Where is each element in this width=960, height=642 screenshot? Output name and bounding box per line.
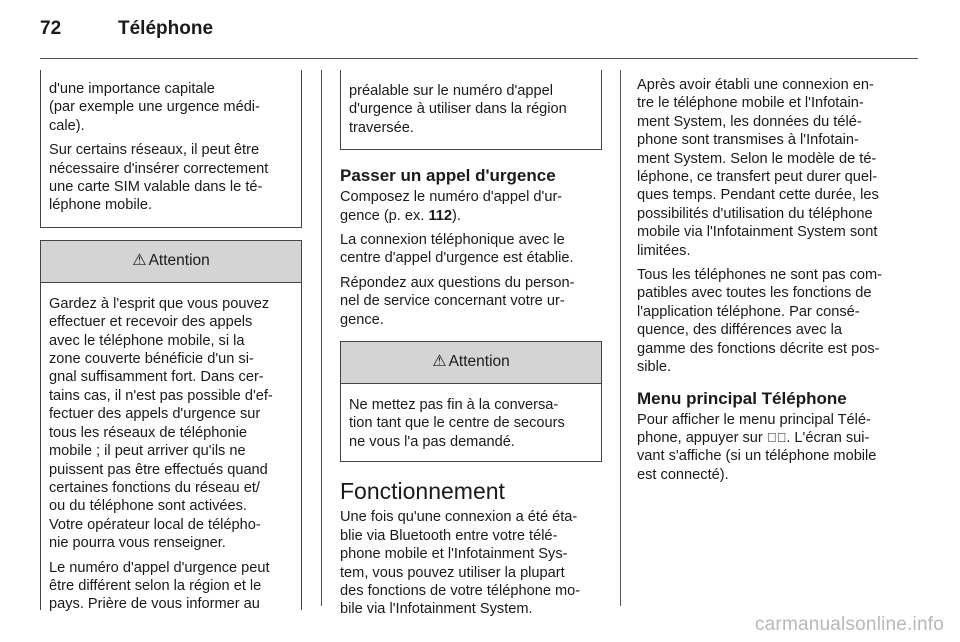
heading-emergency-call: Passer un appel d'urgence [340, 166, 556, 186]
warning-triangle-icon: ⚠ [432, 353, 447, 371]
warning-box-2 [340, 341, 602, 462]
column-3 [637, 76, 899, 490]
warning-header: ⚠ Attention [41, 241, 301, 283]
sim-paragraph: Sur certains réseaux, il peut être nécessaire d'insérer correctement une carte SIM valable dans le té- léphone mobile. [49, 142, 269, 214]
warning-paragraph-2: Le numéro d'appel d'urgence peut être différent selon la région et le pays. Prière de vous informer au [49, 559, 270, 613]
emergency-paragraph-1: Composez le numéro d'appel d'ur- gence (p. ex. 112). [340, 189, 563, 224]
intro-paragraph: d'une importance capitale (par exemple une urgence médi- cale). [49, 81, 260, 134]
continued-warning-box: préalable sur le numéro d'appel d'urgence à utiliser dans la région traversée. [340, 70, 602, 150]
warning-triangle-icon: ⚠ [132, 252, 147, 270]
connection-paragraph: Après avoir établi une connexion en- tre le téléphone mobile et l'Infotain- ment System, les données du télé- phone sont transmises à l'Infotain- ment System. Selon le modèle de té- léphone, ce transfert peut durer quel- ques temps. Pendant cette durée, les possibilités d'utilisation du téléphone mobile via l'Infotainment System sont limitées. [637, 77, 879, 259]
heading-phone-main-menu: Menu principal Téléphone [637, 388, 847, 408]
warning-body [41, 283, 301, 630]
operation-paragraph: Une fois qu'une connexion a été éta- blie via Bluetooth entre votre télé- phone mobile et l'Infotainment Sys- tem, vous pouvez utiliser la plupart des fonctions de votre téléphone mo- bile via l'Infotainment System. [340, 509, 581, 618]
page-title: Téléphone [118, 18, 214, 39]
column-divider-1 [321, 70, 322, 606]
warning-header-2: ⚠ Attention [341, 342, 601, 384]
emergency-number: 112 [428, 207, 452, 224]
warning-paragraph-1: Gardez à l'esprit que vous pouvez effectuer et recevoir des appels avec le téléphone mobile, si la zone couverte bénéficie d'un si- gnal suffisamment fort. Dans cer- tains cas, il n'est pas possible d'ef- fectuer des appels d'urgence sur tous les réseaux de téléphonie mobile ; il peut arriver qu'ils ne puissent pas être effectués quand certaines fonctions du réseau et/ ou du téléphone sont activées. Votre opérateur local de télépho- nie pourra vous renseigner. [49, 295, 273, 552]
compatibility-paragraph: Tous les téléphones ne sont pas com- patibles avec toutes les fonctions de l'application téléphone. Par consé- quence, des différences avec la gamme des fonctions décrite est pos- sible. [637, 267, 882, 376]
warning-body-2: Ne mettez pas fin à la conversa- tion tant que le centre de secours ne vous l'a pas demandé. [349, 397, 565, 450]
watermark: carmanualsonline.info [754, 614, 944, 635]
warning-box [40, 240, 302, 613]
column-divider-2 [620, 70, 621, 606]
heading-operation: Fonctionnement [340, 478, 505, 505]
emergency-paragraph-2: La connexion téléphonique avec le centre d'appel d'urgence est établie. [340, 232, 574, 267]
column-1 [40, 70, 302, 613]
header-rule [40, 58, 918, 59]
main-menu-paragraph: Pour afficher le menu principal Télé- phone, appuyer sur ✆⃠. L'écran sui- vant s'affiche (si un téléphone mobile est connecté). [637, 411, 877, 483]
phone-button-icon: ✆⃠ [766, 429, 787, 445]
continued-note-box [40, 70, 302, 228]
column-2 [340, 70, 602, 625]
page-number: 72 [40, 18, 62, 39]
emergency-paragraph-3: Répondez aux questions du person- nel de service concernant votre ur- gence. [340, 274, 575, 328]
